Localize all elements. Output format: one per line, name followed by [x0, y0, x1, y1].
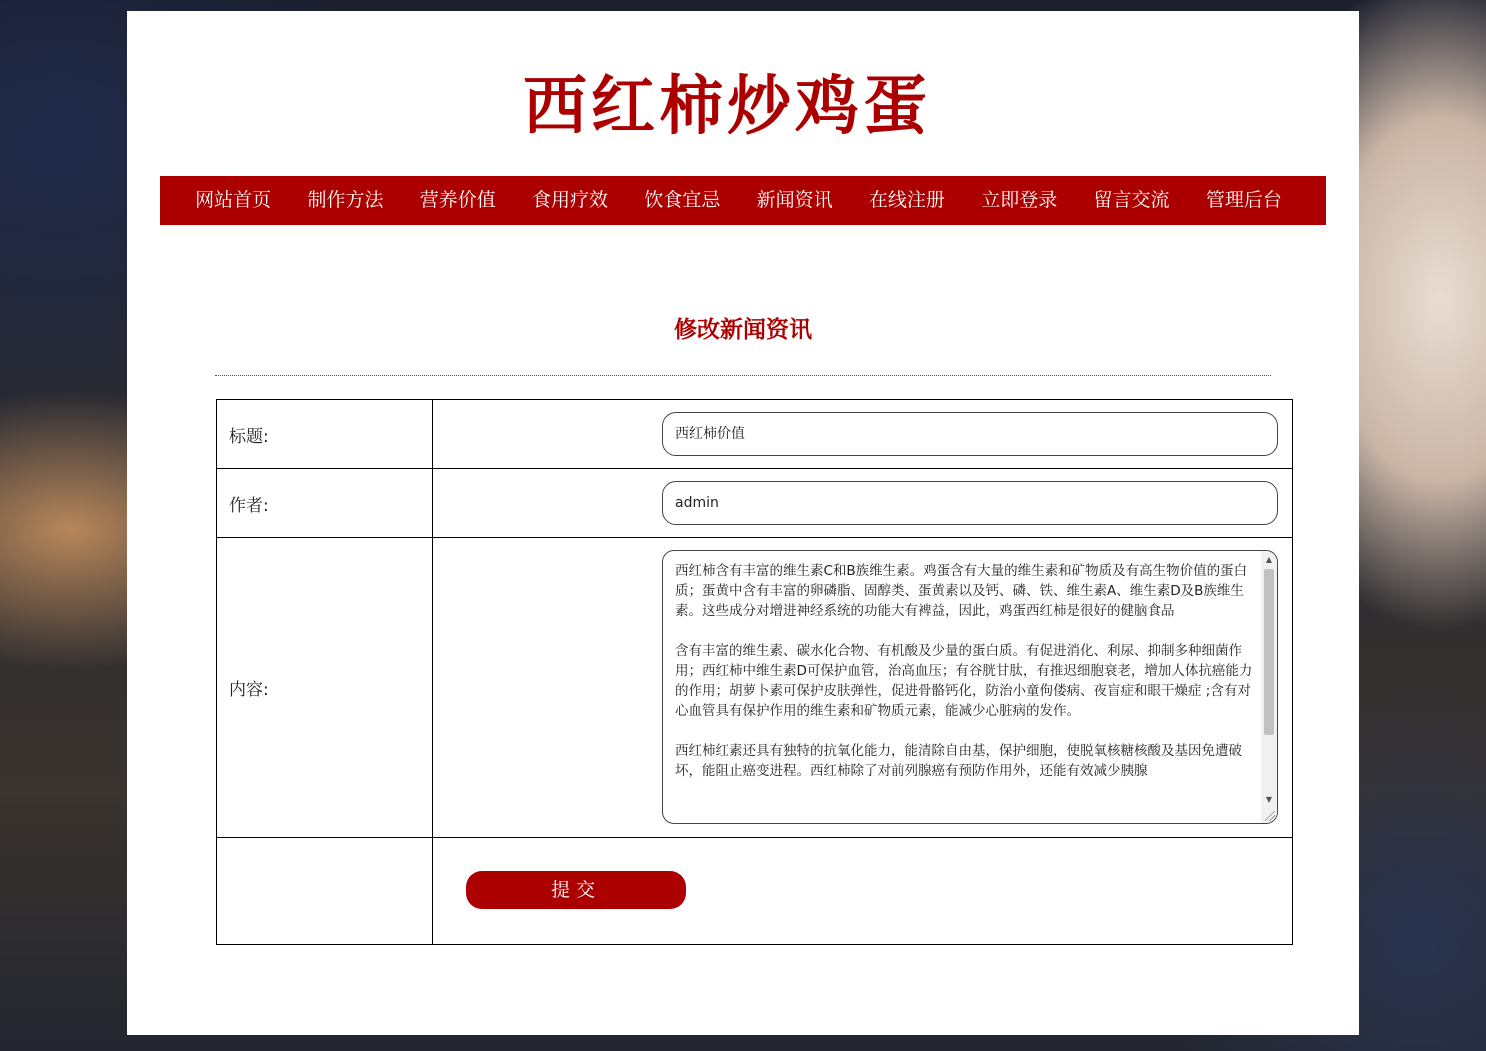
nav-item-messages[interactable]: 留言交流 [1093, 189, 1170, 211]
content-field-cell [433, 538, 1293, 838]
page-container [127, 11, 1359, 1035]
nav-item-nutrition[interactable]: 营养价值 [419, 189, 496, 211]
nav-item-method[interactable]: 制作方法 [307, 189, 384, 211]
site-logo: 西红柿炒鸡蛋 [523, 70, 931, 144]
nav-item-admin[interactable]: 管理后台 [1205, 189, 1282, 211]
content-paragraph: 含有丰富的维生素、碳水化合物、有机酸及少量的蛋白质。有促进消化、利尿、抑制多种细菌作用；西红柿中维生素D可保护血管，治高血压；有谷胱甘肽，有推迟细胞衰老，增加人体抗癌能力的作用；胡萝卜素可保护皮肤弹性，促进骨骼钙化，防治小童佝偻病、夜盲症和眼干燥症 ;含有对心血管具有保护作用的维生素和矿物质元素，能减少心脏病的发作。 [675, 643, 1253, 719]
nav-item-effects[interactable]: 食用疗效 [532, 189, 609, 211]
content-paragraph: 西红柿含有丰富的维生素C和B族维生素。鸡蛋含有大量的维生素和矿物质及有高生物价值的蛋白质；蛋黄中含有丰富的卵磷脂、固醇类、蛋黄素以及钙、磷、铁、维生素A、维生素D及B族维生素。这些成分对增进神经系统的功能大有裨益，因此，鸡蛋西红柿是很好的健脑食品 [675, 563, 1248, 619]
author-input[interactable]: admin [662, 481, 1278, 525]
title-label: 标题: [217, 400, 433, 469]
content-text [675, 561, 1253, 801]
empty-label-cell [217, 838, 433, 945]
title-input[interactable]: 西红柿价值 [662, 412, 1278, 456]
divider [215, 375, 1271, 376]
scroll-down-icon[interactable]: ▼ [1265, 795, 1273, 804]
author-field-cell [433, 469, 1293, 538]
resize-grip-icon[interactable] [1265, 811, 1275, 821]
scroll-up-icon[interactable]: ▲ [1265, 555, 1273, 564]
main-nav [160, 176, 1326, 225]
nav-item-home[interactable]: 网站首页 [195, 189, 272, 211]
scroll-thumb[interactable] [1264, 569, 1274, 735]
nav-item-news[interactable]: 新闻资讯 [756, 189, 833, 211]
content-paragraph: 西红柿红素还具有独特的抗氧化能力，能清除自由基，保护细胞，使脱氧核糖核酸及基因免遭破坏，能阻止癌变进程。西红柿除了对前列腺癌有预防作用外，还能有效减少胰腺 [675, 743, 1242, 779]
submit-button[interactable]: 提交 [466, 871, 686, 909]
content-textarea[interactable] [662, 550, 1278, 824]
submit-cell [433, 838, 1293, 945]
edit-news-form [216, 399, 1293, 945]
content-scrollbar[interactable] [1261, 551, 1277, 823]
nav-item-login[interactable]: 立即登录 [981, 189, 1058, 211]
author-label: 作者: [217, 469, 433, 538]
nav-item-register[interactable]: 在线注册 [868, 189, 945, 211]
nav-item-diet[interactable]: 饮食宜忌 [644, 189, 721, 211]
content-label: 内容: [217, 538, 433, 838]
title-field-cell [433, 400, 1293, 469]
page-title: 修改新闻资讯 [674, 317, 812, 343]
